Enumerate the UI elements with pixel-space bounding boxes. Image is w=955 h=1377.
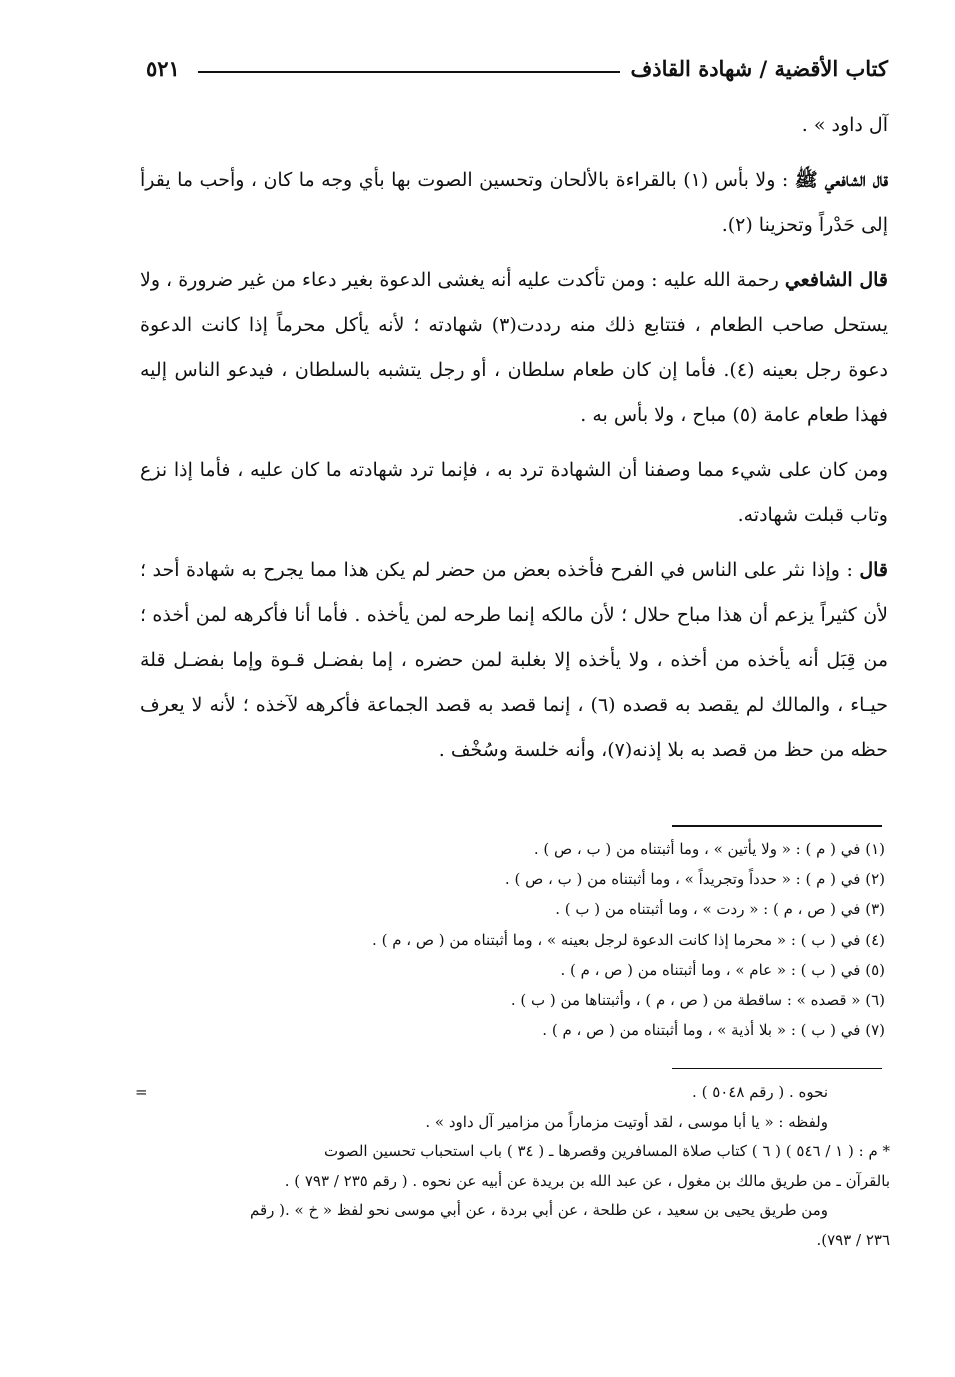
paragraph-2-lead: قال الشافعي ﷺ [794,169,888,191]
footnote-4: (٤) في ( ب ) : « محرما إذا كانت الدعوة لرجل بعينه » ، وما أثبتناه من ( ص ، م ) . [372,930,885,949]
running-header [140,56,888,92]
paragraph-5 [140,548,888,773]
header-rule [198,71,620,73]
paragraph-3-lead: قال الشافعي [784,269,888,291]
continuation-line-3: * م : ( ١ / ٥٤٦ ) ( ٦ ) كتاب صلاة المسافرين وقصرها ـ ( ٣٤ ) باب استحباب تحسين الصوت [323,1142,890,1160]
paragraph-1-text: آل داود » . [801,114,888,136]
continuation-line-6: ٢٣٦ / ٧٩٣). [816,1230,890,1249]
paragraph-5-lead: قال [859,559,888,581]
main-text [140,103,888,783]
continuation-line-4: بالقرآن ـ من طريق مالك بن مغول ، عن عبد الله بن بريدة عن أبيه عن نحوه . ( رقم ٢٣٥ / ٧٩٣ ) . [284,1171,890,1190]
continuation-marker: = [135,1083,148,1101]
paragraph-1 [140,103,888,148]
paragraph-3 [140,258,888,438]
footnote-1: (١) في ( م ) : « ولا يأتين » ، وما أثبتناه من ( ب ، ص ) . [533,840,885,858]
paragraph-4-text: ومن كان على شيء مما وصفنا أن الشهادة ترد به ، فإنما ترد شهادته ما كان عليه ، فأما إذا نزع وتاب قبلت شهادته. [140,459,888,526]
paragraph-2 [140,158,888,248]
footnote-7: (٧) في ( ب ) : « بلا أذية » ، وما أثبتناه من ( ص ، م ) . [542,1021,885,1040]
footnote-5: (٥) في ( ب ) : « عام » ، وما أثبتناه من ( ص ، م ) . [560,960,885,979]
footnote-rule [672,825,882,827]
continuation-notes [135,1078,890,1255]
paragraph-2-text: : ولا بأس (١) بالقراءة بالألحان وتحسين الصوت بها بأي وجه ما كان ، وأحب ما يقرأ إلى حَدْراً وتحزينا (٢). [140,169,888,236]
footnotes [285,834,885,1045]
continuation-line-1: نحوه . ( رقم ٥٠٤٨ ) . [692,1083,828,1101]
paragraph-3-text: رحمة الله عليه : ومن تأكدت عليه أنه يغشى الدعوة بغير دعاء من غير ضرورة ، ولا يستحل صاحب الطعام ، فتتابع ذلك منه رددت(٣) شهادته ؛ لأنه يأكل محرماً إذا كانت الدعوة دعوة رجل بعينه (٤). فأما إن كان طعام سلطان ، أو رجل يتشبه بالسلطان ، فيدعو الناس إليه فهذا طعام عامة (٥) مباح ، ولا بأس به . [140,269,888,426]
footnote-3: (٣) في ( ص ، م ) : « ردت » ، وما أثبتناه من ( ب ) . [555,900,885,919]
header-title: كتاب الأقضية / شهادة القاذف [630,56,888,81]
continuation-line-5: ومن طريق يحيى بن سعيد ، عن طلحة ، عن أبي بردة ، عن أبي موسى نحو لفظ « خ » .( رقم [249,1201,828,1219]
paragraph-4 [140,448,888,538]
footnote-6: (٦) « قصده » : ساقطة من ( ص ، م ) ، وأثبتناها من ( ب ) . [510,991,885,1010]
continuation-line-2: ولفظه : « يا أبا موسى ، لقد أوتيت مزماراً من مزامير آل داود » . [425,1112,828,1131]
continuation-rule [672,1068,882,1069]
page-number: ٥٢١ [146,56,180,81]
paragraph-5-text: : وإذا نثر على الناس في الفرح فأخذه بعض من حضر لم يكن هذا مما يجرح به شهادة أحد ؛ لأن كثيراً يزعم أن هذا مباح حلال ؛ لأن مالكه إنما طرحه لمن يأخذه . فأما أنا فأكرهه لمن أخذه ؛من قِبَل أنه يأخذه من أخذه ، ولا يأخذه إلا بغلبة لمن حضره ، إما بفضـل قـوة وإما بفضـل قلة حيـاء ، والمالك لم يقصد به قصده (٦) ، إنما قصد به قصد الجماعة فأكرهه لآخذه ؛ لأنه لا يعرف حظه من حظ من قصد به بلا إذنه(٧)، وأنه خلسة وسُخْف . [140,559,888,761]
footnote-2: (٢) في ( م ) : « حدداً وتجريداً » ، وما أثبتناه من ( ب ، ص ) . [504,870,885,889]
